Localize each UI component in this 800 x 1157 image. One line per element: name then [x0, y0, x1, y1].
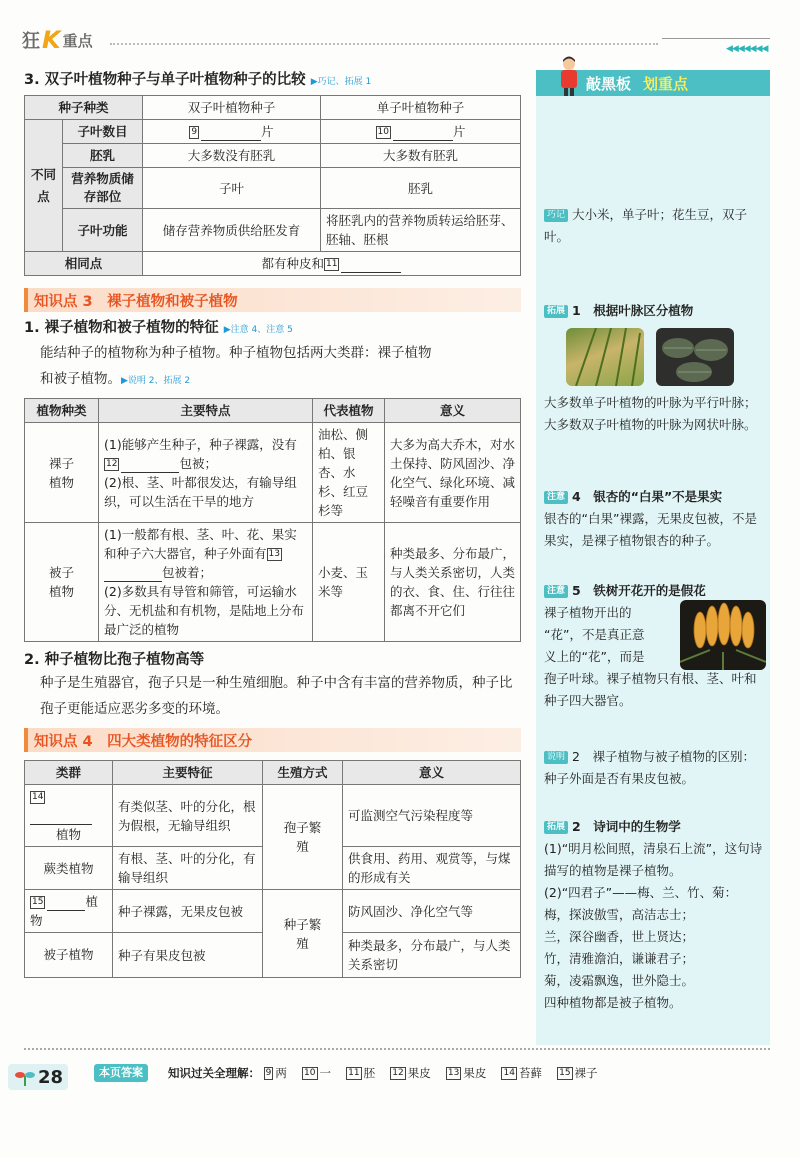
table-cell: 9 片 — [143, 120, 321, 144]
teacher-icon — [556, 56, 582, 96]
note-explain-2: 说明 2 裸子植物与被子植物的区别：种子外面是否有果皮包被。 — [544, 749, 755, 786]
footer-rule — [24, 1048, 770, 1050]
answer-blank[interactable] — [121, 459, 179, 473]
sidebar-title-a: 敲黑板 — [586, 74, 632, 93]
row-label: 子叶数目 — [63, 120, 143, 144]
section-3-title: 3. 双子叶植物种子与单子叶植物种子的比较 ▶巧记、拓展 1 — [24, 72, 372, 88]
table-header: 单子叶植物种子 — [321, 96, 521, 120]
note-ext-2: 拓展 2 诗词中的生物学 (1)“明月松间照，清泉石上流”，这句诗描写的植物是裸子植物。 (2)“四君子”——梅、兰、竹、菊： 梅，探波傲雪，高洁志士； 兰，深谷幽香，世上贤达； 竹，清雅澹泊，谦谦君子； 菊，凌霜飘逸，世外隐士。 四种植物都是被子植物。 — [544, 819, 763, 1010]
seed-comparison-table — [24, 95, 521, 276]
table-cell: 小麦、玉米等 — [313, 523, 385, 642]
section-3-ref: ▶巧记、拓展 1 — [310, 77, 372, 87]
same-label: 相同点 — [25, 252, 143, 276]
table-cell: 有根、茎、叶的分化，有输导组织 — [113, 847, 263, 890]
kp3-q1-paragraph: 能结种子的植物称为种子植物。种子植物包括两大类群：裸子植物 和被子植物。▶说明 2、拓展 2 — [40, 345, 432, 387]
table-cell: 被子植物 — [25, 933, 113, 978]
table-header: 主要特征 — [113, 761, 263, 785]
knowledge-point-4-banner: 知识点 4 四大类植物的特征区分 — [24, 728, 521, 752]
table-cell: 防风固沙、净化空气等 — [343, 890, 521, 933]
header-solid-rule — [662, 38, 770, 39]
row-label: 营养物质储存部位 — [63, 168, 143, 209]
answer-blank[interactable] — [341, 259, 401, 273]
table-header: 代表植物 — [313, 399, 385, 423]
kp3-q2-paragraph: 种子是生殖器官，孢子只是一种生殖细胞。种子中含有丰富的营养物质，种子比孢子更能适应恶劣多变的环境。 — [40, 675, 513, 717]
net-vein-photo — [656, 328, 734, 386]
table-cell: 大多数有胚乳 — [321, 144, 521, 168]
table-header: 双子叶植物种子 — [143, 96, 321, 120]
table-header: 意义 — [343, 761, 521, 785]
note-5: 注意 5 铁树开花开的是假花 裸子植物开出的 “花”，不是真正意 义上的“花”，而是 孢子叶球。裸子植物只有根、茎、叶和种子四大器官。 — [544, 583, 757, 708]
kp3-q1-title: 1. 裸子植物和被子植物的特征 ▶注意 4、注意 5 — [24, 320, 293, 336]
plant-group-table — [24, 760, 521, 978]
table-cell: 种类最多、分布最广，与人类关系密切，人类的衣、食、住、行往往都离不开它们 — [385, 523, 521, 642]
sidebar-header — [536, 70, 770, 96]
logo-text-a: 狂 — [22, 31, 40, 52]
page-number-box — [8, 1064, 68, 1090]
table-cell: 种子有果皮包被 — [113, 933, 263, 978]
answer-blank[interactable] — [201, 127, 261, 141]
table-cell: 供食用、药用、观赏等，与煤的形成有关 — [343, 847, 521, 890]
answer-key: 知识过关全理解： 9 两 10 一 11 胚 12 果皮 13 果皮 14 苔藓 15 裸子 — [168, 1066, 598, 1080]
table-cell: 都有种皮和 11 — [143, 252, 521, 276]
table-cell: 大多数没有胚乳 — [143, 144, 321, 168]
table-header: 种子种类 — [25, 96, 143, 120]
parallel-vein-photo — [566, 328, 644, 386]
table-cell: 子叶 — [143, 168, 321, 209]
answer-blank[interactable] — [30, 811, 92, 825]
logo-text-b: K — [42, 26, 61, 54]
cycad-cone-photo — [680, 600, 766, 670]
table-cell: 储存营养物质供给胚发育 — [143, 209, 321, 252]
table-cell: 种子繁殖 — [263, 890, 343, 978]
note-tips: 巧记 大小米，单子叶；花生豆，双子叶。 — [544, 207, 748, 244]
sidebar-title-b: 划重点 — [643, 74, 689, 93]
note-ext-1-text: 大多数单子叶植物的叶脉为平行叶脉；大多数双子叶植物的叶脉为网状叶脉。 — [544, 395, 757, 432]
answer-blank[interactable] — [47, 897, 85, 911]
answer-blank[interactable] — [393, 127, 453, 141]
row-label: 子叶功能 — [63, 209, 143, 252]
table-cell: 14 植物 — [25, 785, 113, 847]
sidebar-notes — [536, 70, 770, 1045]
table-cell: 裸子植物 — [25, 423, 99, 523]
table-cell: 种子裸露，无果皮包被 — [113, 890, 263, 933]
table-header: 主要特点 — [99, 399, 313, 423]
table-header: 意义 — [385, 399, 521, 423]
note-4: 注意 4 银杏的“白果”不是果实 银杏的“白果”裸露，无果皮包被，不是果实，是裸子植物银杏的种子。 — [544, 489, 757, 548]
answer-blank[interactable] — [104, 568, 162, 582]
table-cell: 蕨类植物 — [25, 847, 113, 890]
seed-plant-table — [24, 398, 521, 642]
knowledge-point-3-banner: 知识点 3 裸子植物和被子植物 — [24, 288, 521, 312]
table-cell: (1)能够产生种子，种子裸露，没有12 包被； (2)根、茎、叶都很发达，有输导组织，可以生活在干旱的地方 — [99, 423, 313, 523]
diff-label: 不同点 — [25, 120, 63, 252]
cycad-cone-icon — [680, 600, 766, 670]
table-cell: 被子植物 — [25, 523, 99, 642]
table-cell: 大多为高大乔木，对水土保持、防风固沙、净化空气、绿化环境、减轻噪音有重要作用 — [385, 423, 521, 523]
answer-tag: 本页答案 — [94, 1064, 148, 1082]
table-cell: 10 片 — [321, 120, 521, 144]
row-label: 胚乳 — [63, 144, 143, 168]
table-cell: 油松、侧柏、银杏、水杉、红豆杉等 — [313, 423, 385, 523]
table-cell: 胚乳 — [321, 168, 521, 209]
table-cell: 将胚乳内的营养物质转运给胚芽、胚轴、胚根 — [321, 209, 521, 252]
table-header: 类群 — [25, 761, 113, 785]
page-number: 28 — [38, 1066, 64, 1088]
table-cell: 孢子繁殖 — [263, 785, 343, 890]
table-cell: 可监测空气污染程度等 — [343, 785, 521, 847]
table-cell: (1)一般都有根、茎、叶、花、果实和种子六大器官，种子外面有 13包被着； (2)多数具有导管和筛管，可运输水分、无机盐和有机物，是陆地上分布最广泛的植物 — [99, 523, 313, 642]
header-dotted-rule — [110, 43, 658, 45]
net-leaf-icon — [656, 328, 734, 386]
brand-logo — [22, 26, 93, 54]
table-header: 生殖方式 — [263, 761, 343, 785]
table-header: 植物种类 — [25, 399, 99, 423]
grass-leaf-icon — [566, 328, 644, 386]
table-cell: 有类似茎、叶的分化，根为假根，无输导组织 — [113, 785, 263, 847]
logo-text-c: 重点 — [62, 31, 93, 50]
table-cell: 种类最多，分布最广，与人类关系密切 — [343, 933, 521, 978]
sprout-icon — [14, 1067, 36, 1087]
note-ext-1: 拓展 1 根据叶脉区分植物 — [544, 300, 764, 322]
table-cell: 15 植物 — [25, 890, 113, 933]
kp3-q2-title: 2. 种子植物比孢子植物高等 — [24, 652, 205, 668]
main-column — [24, 70, 521, 978]
header-arrows-icon: ◀◀◀◀◀◀◀ — [726, 44, 768, 54]
